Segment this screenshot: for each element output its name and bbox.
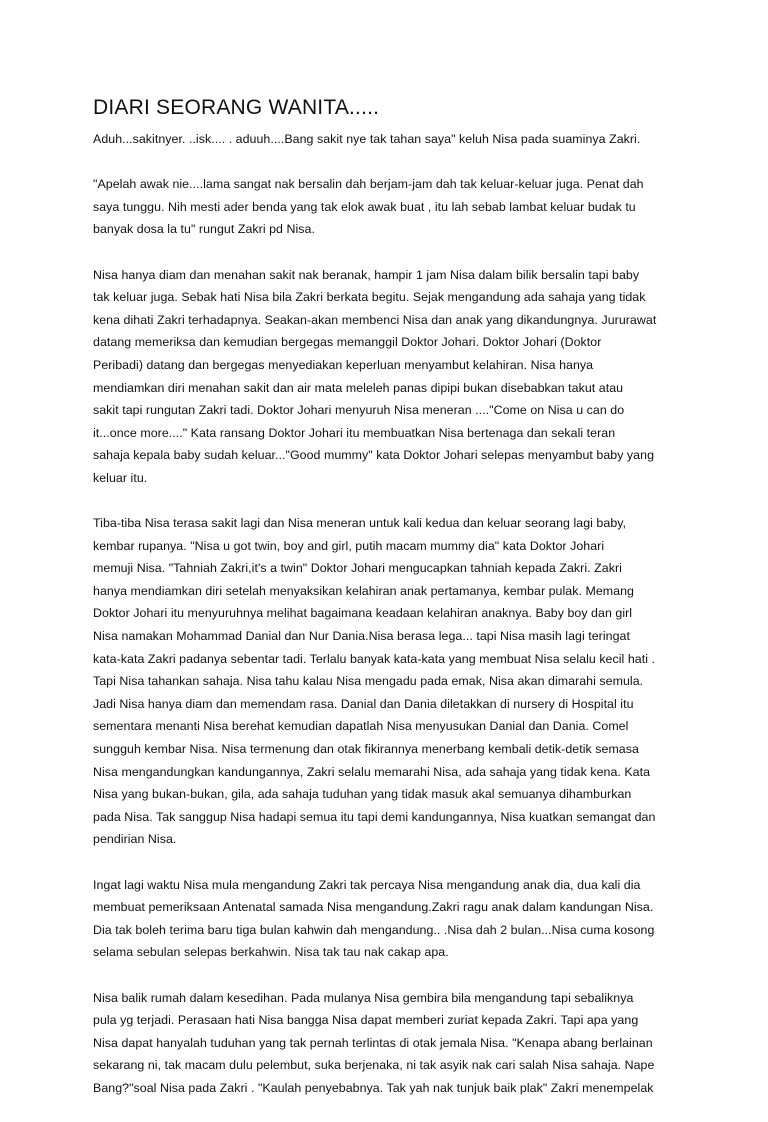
text-line: kata-kata Zakri padanya sebentar tadi. Terlalu banyak kata-kata yang membuat Nisa selalu kecil hati . — [93, 651, 656, 666]
text-line: Bang?"soal Nisa pada Zakri . "Kaulah penyebabnya. Tak yah nak tunjuk baik plak" Zakri menempelak — [93, 1080, 654, 1095]
paragraph — [93, 874, 683, 964]
text-line: sungguh kembar Nisa. Nisa termenung dan otak fikirannya menerbang kembali detik-detik semasa — [93, 742, 639, 757]
text-line: sakit tapi rungutan Zakri tadi. Doktor Johari menyuruh Nisa meneran ...."Come on Nisa u can do — [93, 403, 625, 418]
paragraph — [93, 987, 683, 1100]
document-body — [93, 128, 683, 1100]
text-line: memuji Nisa. "Tahniah Zakri,it's a twin" Doktor Johari mengucapkan tahniah kepada Zakri. Zakri — [93, 561, 622, 576]
text-line: mendiamkan diri menahan sakit dan air mata meleleh panas dipipi bukan disebabkan takut atau — [93, 380, 624, 395]
document-page — [93, 94, 683, 1122]
text-line: Nisa namakan Mohammad Danial dan Nur Dania.Nisa berasa lega... tapi Nisa masih lagi teringat — [93, 629, 630, 644]
text-line: sementara menanti Nisa berehat kemudian dapatlah Nisa menyusukan Danial dan Dania. Comel — [93, 719, 629, 734]
text-line: selama sebulan selepas berkahwin. Nisa tak tau nak cakap apa. — [93, 945, 449, 960]
text-line: Doktor Johari itu menyuruhnya melihat bagaimana keadaan kelahiran anaknya. Baby boy dan girl — [93, 606, 633, 621]
text-line: hanya mendiamkan diri setelah menyaksikan kelahiran anak pertamanya, kembar pulak. Memang — [93, 583, 634, 598]
text-line: Nisa mengandungkan kandungannya, Zakri selalu memarahi Nisa, ada sahaja yang tidak kena. Kata — [93, 764, 651, 779]
text-line: pada Nisa. Tak sanggup Nisa hadapi semua itu tapi demi kandungannya, Nisa kuatkan semangat dan — [93, 809, 656, 824]
text-line: Dia tak boleh terima baru tiga bulan kahwin dah mengandung.. .Nisa dah 2 bulan...Nisa cuma kosong — [93, 922, 655, 937]
text-line: Nisa balik rumah dalam kesedihan. Pada mulanya Nisa gembira bila mengandung tapi sebaliknya — [93, 990, 634, 1005]
text-line: pula yg terjadi. Perasaan hati Nisa bangga Nisa dapat memberi zuriat kepada Zakri. Tapi apa yang — [93, 1013, 639, 1028]
text-line: Ingat lagi waktu Nisa mula mengandung Zakri tak percaya Nisa mengandung anak dia, dua kali dia — [93, 877, 641, 892]
text-line: Nisa hanya diam dan menahan sakit nak beranak, hampir 1 jam Nisa dalam bilik bersalin tapi baby — [93, 267, 640, 282]
paragraph — [93, 512, 683, 851]
text-line: kembar rupanya. "Nisa u got twin, boy and girl, putih macam mummy dia" kata Doktor Johari — [93, 538, 605, 553]
text-line: keluar itu. — [93, 470, 148, 485]
text-line: Aduh...sakitnyer. ..isk.... . aduuh....Bang sakit nye tak tahan saya" keluh Nisa pada suaminya Zakri. — [93, 132, 641, 146]
text-line: banyak dosa la tu" rungut Zakri pd Nisa. — [93, 222, 315, 237]
text-line: pendirian Nisa. — [93, 832, 177, 847]
text-line: "Apelah awak nie....lama sangat nak bersalin dah berjam-jam dah tak keluar-keluar juga. Penat dah — [93, 177, 644, 192]
paragraph — [93, 173, 683, 241]
text-line: it...once more...." Kata ransang Doktor Johari itu membuatkan Nisa bertenaga dan sekali teran — [93, 425, 616, 440]
text-line: Peribadi) datang dan bergegas menyediakan keperluan menyambut kelahiran. Nisa hanya — [93, 357, 594, 372]
text-line: kena dihati Zakri terhadapnya. Seakan-akan membenci Nisa dan anak yang dikandungnya. Jururawat — [93, 312, 657, 327]
paragraph — [93, 264, 683, 490]
text-line: sahaja kepala baby sudah keluar..."Good mummy" kata Doktor Johari selepas menyambut baby yang — [93, 448, 655, 463]
text-line: Tiba-tiba Nisa terasa sakit lagi dan Nisa meneran untuk kali kedua dan keluar seorang lagi baby, — [93, 516, 627, 531]
text-line: sekarang ni, tak macam dulu pelembut, suka berjenaka, ni tak asyik nak cari salah Nisa sahaja. Nape — [93, 1058, 655, 1073]
text-line: Nisa yang bukan-bukan, gila, ada sahaja tuduhan yang tidak masuk akal semuanya dihamburkan — [93, 787, 632, 802]
text-line: datang memeriksa dan kemudian bergegas memanggil Doktor Johari. Doktor Johari (Doktor — [93, 335, 602, 350]
document-title: DIARI SEORANG WANITA..... — [93, 96, 380, 119]
text-line: Tapi Nisa tahankan sahaja. Nisa tahu kalau Nisa mengadu pada emak, Nisa akan dimarahi semula. — [93, 674, 644, 689]
text-line: tak keluar juga. Sebak hati Nisa bila Zakri berkata begitu. Sejak mengandung ada sahaja yang tidak — [93, 290, 646, 305]
text-line: Nisa dapat hanyalah tuduhan yang tak pernah terlintas di otak jemala Nisa. "Kenapa abang berlainan — [93, 1035, 653, 1050]
text-line: saya tunggu. Nih mesti ader benda yang tak elok awak buat , itu lah sebab lambat keluar budak tu — [93, 199, 636, 214]
paragraph — [93, 128, 683, 151]
text-line: Jadi Nisa hanya diam dan memendam rasa. Danial dan Dania diletakkan di nursery di Hospital itu — [93, 696, 634, 711]
text-line: membuat pemeriksaan Antenatal samada Nisa mengandung.Zakri ragu anak dalam kandungan Nisa. — [93, 900, 654, 915]
